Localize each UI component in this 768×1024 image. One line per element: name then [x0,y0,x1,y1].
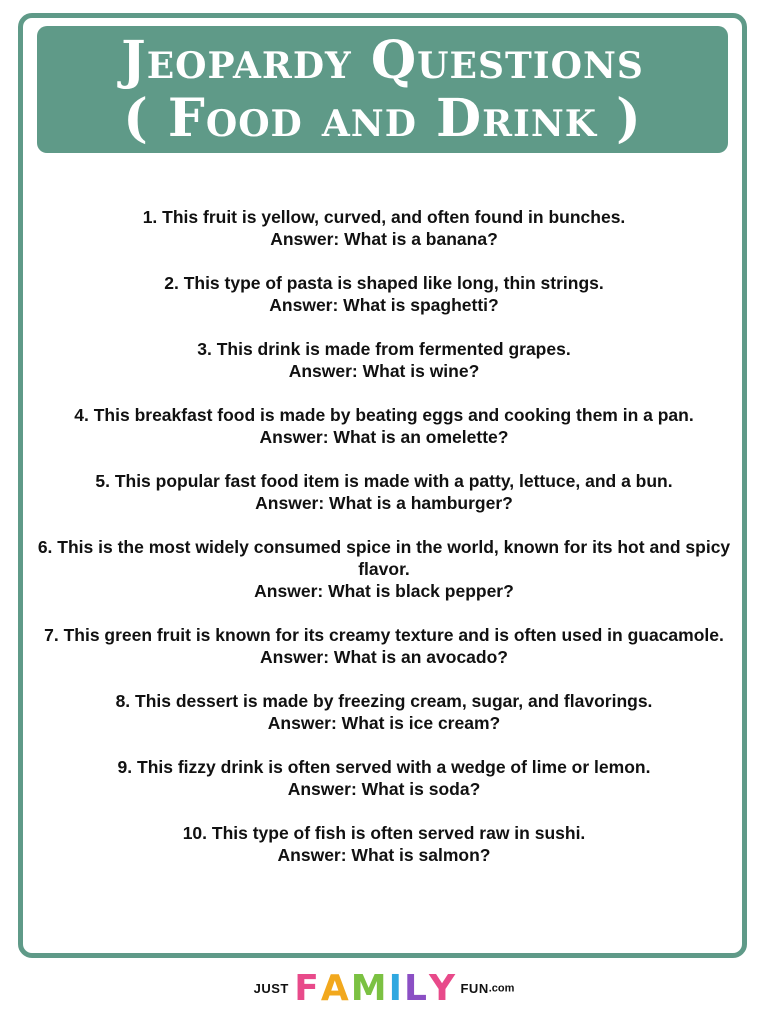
site-logo [0,968,768,1016]
answer-text: Answer: What is ice cream? [267,713,501,733]
question-text: 8. This dessert is made by freezing cream, sugar, and flavorings. [115,691,653,711]
logo-family-word [293,968,456,1009]
question-text: 2. This type of pasta is shaped like long, thin strings. [164,273,604,293]
question-item [30,690,738,734]
question-text: 10. This type of fish is often served raw in sushi. [182,823,586,843]
title-line-1: Jeopardy Questions [121,30,644,91]
question-item [30,756,738,800]
question-item [30,624,738,668]
answer-text: Answer: What is salmon? [277,845,491,865]
title-banner [37,26,728,153]
logo-prefix: JUST [253,981,289,996]
question-text: 1. This fruit is yellow, curved, and often found in bunches. [142,207,626,227]
answer-text: Answer: What is spaghetti? [269,295,499,315]
logo-letter: A [320,968,349,1009]
question-item [30,404,738,448]
logo-letter: I [388,968,402,1009]
question-text: 5. This popular fast food item is made with a patty, lettuce, and a bun. [95,471,673,491]
question-item [30,470,738,514]
logo-suffix: FUN [460,981,489,996]
question-list [30,206,738,888]
answer-text: Answer: What is a hamburger? [255,493,513,513]
answer-text: Answer: What is wine? [288,361,480,381]
question-item [30,272,738,316]
question-item [30,338,738,382]
answer-text: Answer: What is soda? [287,779,481,799]
question-text: 3. This drink is made from fermented grapes. [197,339,571,359]
question-text: 6. This is the most widely consumed spice in the world, known for its hot and spicy flavor. [37,537,731,579]
question-text: 7. This green fruit is known for its creamy texture and is often used in guacamole. [44,625,724,645]
title-line-2: ( Food and Drink ) [123,88,642,149]
logo-domain: .com [488,982,515,995]
logo-letter: L [404,968,427,1009]
question-item [30,206,738,250]
logo-letter: Y [428,968,456,1009]
logo-letter: M [350,968,387,1009]
answer-text: Answer: What is an omelette? [259,427,509,447]
answer-text: Answer: What is an avocado? [260,647,508,667]
answer-text: Answer: What is black pepper? [254,581,514,601]
question-text: 9. This fizzy drink is often served with a wedge of lime or lemon. [117,757,651,777]
question-item [30,536,738,602]
question-text: 4. This breakfast food is made by beating eggs and cooking them in a pan. [74,405,694,425]
question-item [30,822,738,866]
answer-text: Answer: What is a banana? [270,229,498,249]
logo-letter: F [294,968,319,1009]
